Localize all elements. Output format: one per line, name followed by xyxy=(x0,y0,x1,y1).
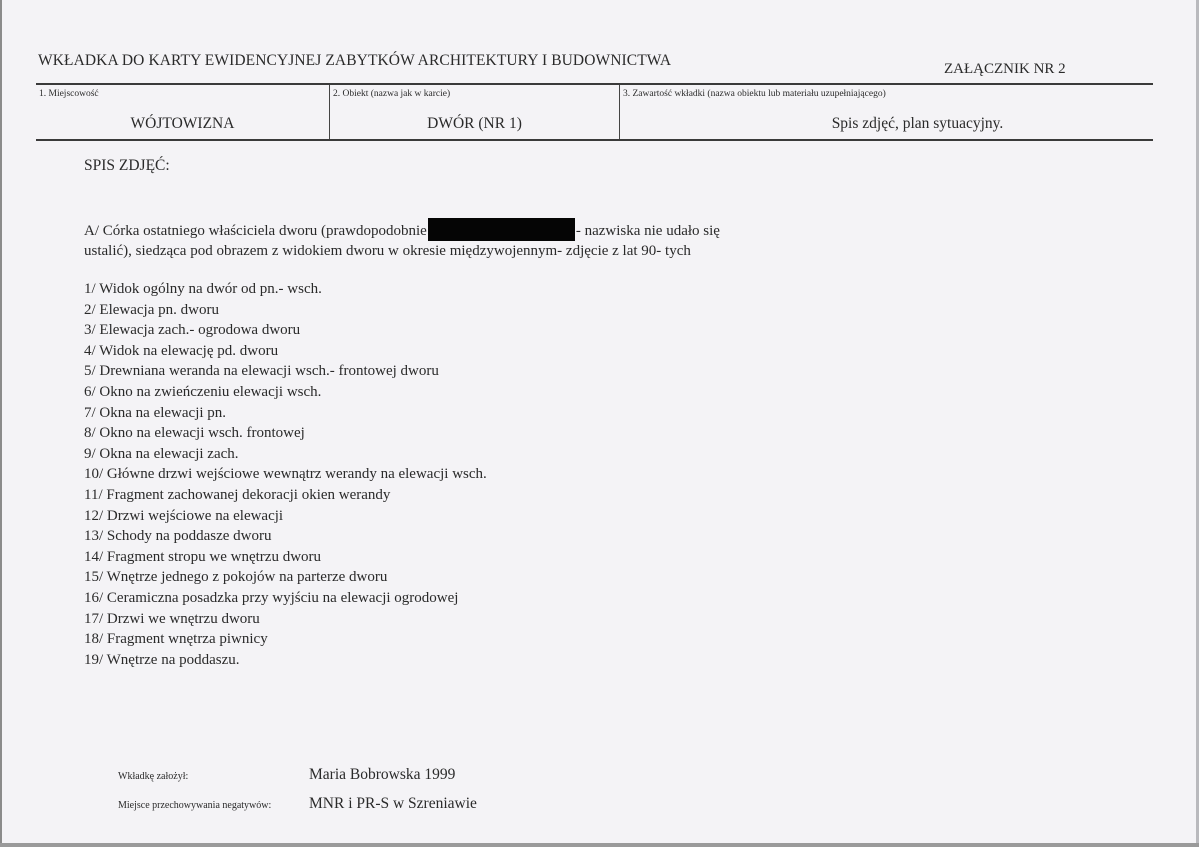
intro-line-2: ustalić), siedząca pod obrazem z widokiem dworu w okresie międzywojennym- zdjęcie z lat 90- tych xyxy=(84,243,691,259)
intro-part-2: - nazwiska nie udało się xyxy=(575,223,720,239)
photo-list-item: 12/ Drzwi wejściowe na elewacji xyxy=(84,507,284,524)
field-label-contents: 3. Zawartość wkładki (nazwa obiektu lub materiału uzupełniającego) xyxy=(623,89,886,99)
annex-number: ZAŁĄCZNIK NR 2 xyxy=(944,61,1066,77)
scan-edge-bottom xyxy=(0,843,1199,847)
created-by-value: Maria Bobrowska 1999 xyxy=(309,766,456,783)
field-value-object: DWÓR (NR 1) xyxy=(427,115,522,132)
intro-part-1: A/ Córka ostatniego właściciela dworu (prawdopodobnie xyxy=(84,223,427,239)
intro-paragraph xyxy=(84,218,844,261)
photo-list-item: 4/ Widok na elewację pd. dworu xyxy=(84,342,279,359)
photo-list-item: 9/ Okna na elewacji zach. xyxy=(84,445,239,462)
photo-list-item: 1/ Widok ogólny na dwór od pn.- wsch. xyxy=(84,281,322,297)
redaction-bar xyxy=(428,218,575,241)
document-title: WKŁADKA DO KARTY EWIDENCYJNEJ ZABYTKÓW ARCHITEKTURY I BUDOWNICTWA xyxy=(38,52,672,69)
photo-list-item: 7/ Okna na elewacji pn. xyxy=(84,404,227,421)
table-top-rule xyxy=(36,83,1153,85)
intro-line-1 xyxy=(84,218,844,241)
photo-list-item: 19/ Wnętrze na poddaszu. xyxy=(84,651,240,668)
field-label-locality: 1. Miejscowość xyxy=(39,89,99,99)
negatives-location-label: Miejsce przechowywania negatywów: xyxy=(118,800,272,811)
photo-list-item: 17/ Drzwi we wnętrzu dworu xyxy=(84,610,260,627)
field-value-contents: Spis zdjęć, plan sytuacyjny. xyxy=(831,115,1004,132)
photo-list-item: 18/ Fragment wnętrza piwnicy xyxy=(84,631,268,648)
photo-list-item: 11/ Fragment zachowanej dekoracji okien werandy xyxy=(84,486,391,503)
photo-list-item: 6/ Okno na zwieńczeniu elewacji wsch. xyxy=(84,383,322,400)
photo-list-item: 10/ Główne drzwi wejściowe wewnątrz werandy na elewacji wsch. xyxy=(84,466,487,483)
photo-list-item: 13/ Schody na poddasze dworu xyxy=(84,528,272,545)
photo-list-item: 15/ Wnętrze jednego z pokojów na parterze dworu xyxy=(84,569,388,586)
photo-list xyxy=(84,279,487,670)
photo-list-item: 16/ Ceramiczna posadzka przy wyjściu na elewacji ogrodowej xyxy=(84,589,459,606)
scan-edge-left xyxy=(0,0,2,847)
field-label-object: 2. Obiekt (nazwa jak w karcie) xyxy=(333,89,451,99)
section-title: SPIS ZDJĘĆ: xyxy=(84,157,170,174)
negatives-location-value: MNR i PR-S w Szreniawie xyxy=(309,795,477,812)
photo-list-item: 14/ Fragment stropu we wnętrzu dworu xyxy=(84,548,322,565)
photo-list-item: 3/ Elewacja zach.- ogrodowa dworu xyxy=(84,322,301,339)
field-value-locality: WÓJTOWIZNA xyxy=(130,115,235,132)
photo-list-item: 2/ Elewacja pn. dworu xyxy=(84,301,219,318)
photo-list-item: 8/ Okno na elewacji wsch. frontowej xyxy=(84,425,305,442)
table-bottom-rule xyxy=(36,139,1153,141)
photo-list-item: 5/ Drewniana weranda na elewacji wsch.- frontowej dworu xyxy=(84,363,439,380)
created-by-label: Wkładkę założył: xyxy=(118,771,189,782)
